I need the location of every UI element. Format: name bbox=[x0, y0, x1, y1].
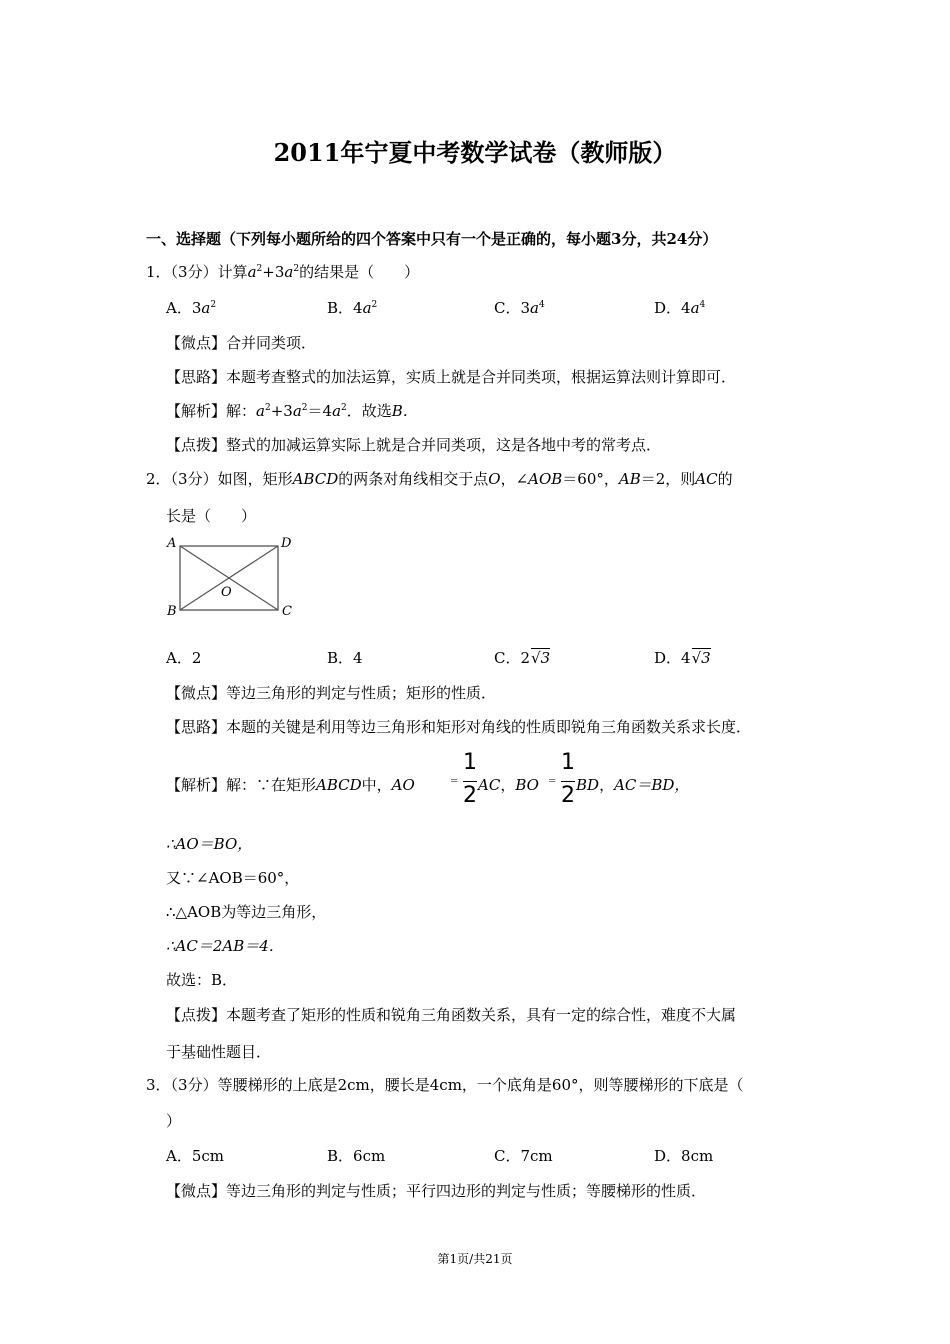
math-var: a bbox=[284, 263, 294, 281]
option-label: B．4 bbox=[327, 299, 363, 317]
fraction-numerator: 1 bbox=[463, 750, 477, 775]
q2-silu: 【思路】本题的关键是利用等边三角形和矩形对角线的性质即锐角三角函数关系求长度． bbox=[166, 718, 752, 736]
q2-jiexi-mid: 中， bbox=[361, 776, 392, 794]
fraction-numerator: 1 bbox=[561, 750, 575, 775]
q1-option-d[interactable] bbox=[654, 297, 705, 318]
exponent: 2 bbox=[256, 264, 263, 274]
sqrt-symbol: √3 bbox=[531, 649, 551, 667]
page-title: 2011年宁夏中考数学试卷（教师版） bbox=[273, 138, 677, 167]
q2-stem-f: 的 bbox=[717, 470, 733, 488]
math-var: ABCD bbox=[316, 776, 362, 794]
math-var: BO bbox=[515, 776, 539, 794]
q2-step-2: 又∵∠AOB＝60°， bbox=[166, 869, 300, 887]
q2-weidian: 【微点】等边三角形的判定与性质；矩形的性质． bbox=[166, 684, 497, 702]
q1-silu: 【思路】本题考查整式的加法运算，实质上就是合并同类项，根据运算法则计算即可． bbox=[166, 368, 737, 386]
equals-sign: = bbox=[548, 776, 557, 787]
page-footer: 第1页/共21页 bbox=[437, 1252, 513, 1266]
q2-stem-b: 的两条对角线相交于点 bbox=[338, 470, 489, 488]
q1-answer: B． bbox=[391, 402, 418, 420]
q1-dianbo: 【点拨】整式的加减运算实际上就是合并同类项，这是各地中考的常考点． bbox=[166, 436, 662, 454]
option-label: D．4 bbox=[654, 649, 691, 667]
q3-weidian: 【微点】等边三角形的判定与性质；平行四边形的判定与性质；等腰梯形的性质． bbox=[166, 1182, 707, 1200]
q1-stem-b: 的结果是（ ） bbox=[299, 263, 420, 281]
q2-option-c[interactable] bbox=[494, 647, 550, 668]
q2-stem-d: ＝60°， bbox=[562, 470, 619, 488]
q1-stem bbox=[146, 261, 419, 282]
q1-jiexi bbox=[166, 400, 418, 421]
math-op: +3 bbox=[270, 402, 293, 420]
q2-dianbo-line2: 于基础性题目． bbox=[166, 1043, 272, 1061]
option-label: C．2 bbox=[494, 649, 531, 667]
q3-option-d[interactable]: D．8cm bbox=[654, 1147, 714, 1165]
label-c: C bbox=[282, 604, 292, 618]
step-text: ∴AC＝2AB＝4． bbox=[166, 937, 284, 955]
math-var: AC＝BD， bbox=[614, 776, 690, 794]
q1-options bbox=[0, 297, 950, 317]
math-var: ABCD bbox=[292, 470, 339, 488]
q3-stem-line2: ） bbox=[166, 1112, 182, 1130]
exponent: 4 bbox=[699, 300, 706, 310]
math-var: AC bbox=[695, 470, 718, 488]
q2-stem-line2: 长是（ ） bbox=[166, 507, 257, 525]
q1-jiexi-prefix: 【解析】解： bbox=[166, 402, 257, 420]
q3-number: 3． bbox=[146, 1076, 171, 1094]
q3-option-a[interactable]: A．5cm bbox=[166, 1147, 225, 1165]
math-var: a bbox=[292, 402, 302, 420]
q1-jiexi-suffix: ．故选 bbox=[346, 402, 392, 420]
math-var: a bbox=[256, 402, 265, 420]
sqrt-symbol: √3 bbox=[691, 649, 711, 667]
fraction-bar bbox=[463, 781, 477, 782]
q2-stem-line1 bbox=[146, 468, 733, 489]
q1-option-b[interactable] bbox=[327, 297, 377, 318]
q2-stem-e: ＝2，则 bbox=[640, 470, 696, 488]
section-heading: 一、选择题（下列每小题所给的四个答案中只有一个是正确的，每小题3分，共24分） bbox=[146, 230, 718, 248]
q1-weidian: 【微点】合并同类项． bbox=[166, 334, 317, 352]
q2-jiexi-bd bbox=[576, 774, 689, 795]
q2-jiexi-ac bbox=[478, 774, 539, 795]
q1-option-c[interactable] bbox=[494, 297, 545, 318]
exponent: 4 bbox=[538, 300, 545, 310]
q1-option-a[interactable] bbox=[166, 297, 216, 318]
q2-step-4 bbox=[166, 935, 284, 956]
math-op: ＝4 bbox=[307, 402, 333, 420]
q1-number: 1． bbox=[146, 263, 171, 281]
fraction-bar bbox=[561, 781, 575, 782]
exponent: 2 bbox=[293, 264, 300, 274]
math-var: a bbox=[530, 299, 539, 317]
label-o: O bbox=[221, 585, 232, 600]
sqrt-radicand: 3 bbox=[540, 649, 551, 667]
math-var: a bbox=[201, 299, 211, 317]
math-var: BD bbox=[576, 776, 600, 794]
exponent: 2 bbox=[264, 403, 271, 413]
q2-option-d[interactable] bbox=[654, 647, 711, 668]
q2-step-1 bbox=[166, 833, 252, 854]
q2-stem-c: ，∠ bbox=[500, 470, 529, 488]
math-op: +3 bbox=[262, 263, 285, 281]
punct: ， bbox=[599, 776, 615, 794]
label-b: B bbox=[167, 604, 177, 618]
q2-step-5: 故选：B． bbox=[166, 971, 238, 989]
q3-stem-text: （3分）等腰梯形的上底是2cm，腰长是4cm，一个底角是60°，则等腰梯形的下底是（ bbox=[170, 1076, 744, 1094]
fraction-denominator: 2 bbox=[561, 783, 575, 808]
q2-options bbox=[0, 647, 950, 669]
q3-option-c[interactable]: C．7cm bbox=[494, 1147, 553, 1165]
math-var: AC bbox=[478, 776, 501, 794]
q2-number: 2． bbox=[146, 470, 171, 488]
option-label: C．3 bbox=[494, 299, 531, 317]
math-var: a bbox=[690, 299, 700, 317]
step-text: ∴AO＝BO， bbox=[166, 835, 253, 853]
option-label: D．4 bbox=[654, 299, 691, 317]
exponent: 2 bbox=[371, 300, 378, 310]
equals-sign: = bbox=[450, 776, 459, 787]
label-d: D bbox=[281, 536, 292, 551]
math-var: a bbox=[362, 299, 372, 317]
option-label: A．3 bbox=[166, 299, 202, 317]
q2-step-3: ∴△AOB为等边三角形， bbox=[166, 903, 327, 921]
math-var: AO bbox=[391, 776, 415, 794]
math-var: a bbox=[332, 402, 342, 420]
q3-stem-line1 bbox=[146, 1074, 744, 1095]
q2-option-b[interactable]: B．4 bbox=[327, 649, 363, 667]
math-var: O bbox=[488, 470, 501, 488]
math-var: a bbox=[247, 263, 257, 281]
fraction-denominator: 2 bbox=[463, 783, 477, 808]
sqrt-radicand: 3 bbox=[701, 649, 711, 667]
punct: ， bbox=[500, 776, 516, 794]
q2-option-a[interactable]: A．2 bbox=[166, 649, 202, 667]
exponent: 2 bbox=[301, 403, 308, 413]
label-a: A bbox=[167, 536, 177, 551]
q1-stem-a: （3分）计算 bbox=[170, 263, 248, 281]
q3-options bbox=[0, 1145, 950, 1165]
rectangle-figure bbox=[164, 534, 300, 618]
math-var: AOB bbox=[528, 470, 563, 488]
q2-jiexi-prefix: 【解析】解：∵在矩形 bbox=[166, 776, 317, 794]
exponent: 2 bbox=[210, 300, 217, 310]
math-var: AB bbox=[618, 470, 641, 488]
q2-dianbo-line1: 【点拨】本题考查了矩形的性质和锐角三角函数关系，具有一定的综合性，难度不大属 bbox=[166, 1006, 737, 1024]
q2-jiexi bbox=[166, 774, 415, 795]
q3-option-b[interactable]: B．6cm bbox=[327, 1147, 386, 1165]
exponent: 2 bbox=[341, 403, 347, 413]
q2-stem-a: （3分）如图，矩形 bbox=[170, 470, 293, 488]
